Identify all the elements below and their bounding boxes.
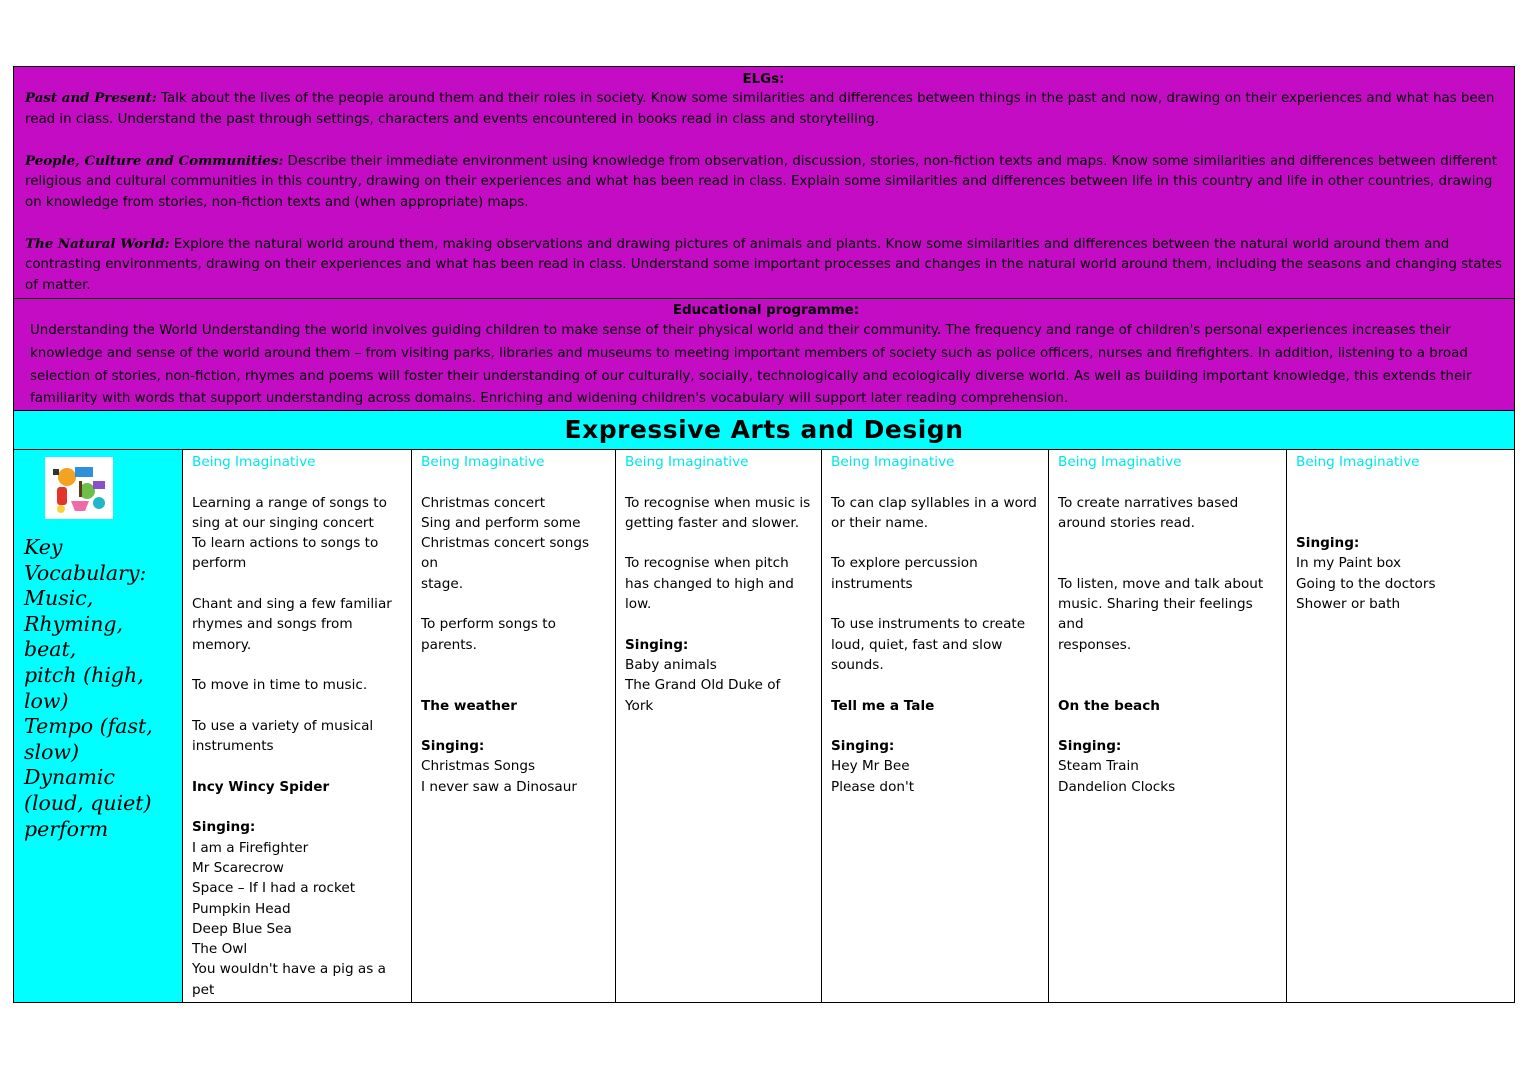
blank-line [1058, 533, 1278, 553]
educational-programme-title: Educational programme: [672, 303, 860, 318]
blank-line [1058, 716, 1278, 736]
subheading: Singing: [1296, 535, 1360, 552]
vocab-line: perform [24, 816, 109, 841]
column-text-line: Christmas Songs [421, 758, 536, 775]
vocab-line: Dynamic [24, 765, 115, 790]
educational-programme-text: Understanding the World Understanding the world involves guiding children to make sense of their physical world and their community. The frequency and range of children's personal experiences increases their knowledge and sense of the world around them – from visiting parks, libraries and museums to meeting important members of society such as police officers, nurses and firefighters. In addition, listening to a broad selection of stories, non-fiction, rhymes and poems will foster their understanding of our culturally, socially, technologically and ecologically diverse world. As well as building important knowledge, this extends their familiarity with words that support understanding across domains. Enriching and widening children's vocabulary will support later reading comprehension. [30, 323, 1472, 407]
column-text-line: perform [192, 555, 247, 572]
column-text-line: To create narratives based [1058, 494, 1239, 511]
blank-line [192, 574, 403, 594]
column-text-line: The Grand Old Duke of [625, 677, 781, 694]
blank-line [421, 716, 607, 736]
vocab-line: slow) [24, 739, 79, 764]
elg-label: Past and Present: [25, 90, 157, 106]
blank-line [625, 614, 813, 634]
subheading: Singing: [1058, 738, 1122, 755]
column-text-line: Baby animals [625, 656, 717, 673]
column-text-line: low. [625, 596, 652, 613]
blank-line [421, 472, 607, 492]
column-text-line: instruments [192, 738, 274, 755]
subheading: On the beach [1058, 697, 1160, 714]
column-heading: Being Imaginative [192, 454, 316, 470]
column-text-line: Dandelion Clocks [1058, 778, 1176, 795]
section-title: Expressive Arts and Design [14, 411, 1514, 450]
column-text-line: sounds. [831, 656, 884, 673]
column-heading: Being Imaginative [1058, 454, 1182, 470]
column-text-line: parents. [421, 636, 477, 653]
subheading: The weather [421, 697, 517, 714]
blank-line [1058, 472, 1278, 492]
column-text-line: Pumpkin Head [192, 900, 291, 917]
term-column-6 [1286, 450, 1513, 1002]
column-text-line: loud, quiet, fast and slow [831, 636, 1003, 653]
planning-document [13, 66, 1515, 1003]
column-text-line: Chant and sing a few familiar [192, 596, 392, 613]
educational-programme-section [14, 299, 1514, 411]
column-text-line: To listen, move and talk about [1058, 575, 1264, 592]
blank-line [1058, 675, 1278, 695]
vocab-line: Vocabulary: [24, 560, 147, 585]
subheading: Tell me a Tale [831, 697, 935, 714]
column-text-line: To recognise when pitch [625, 555, 789, 572]
column-text-line: sing at our singing concert [192, 514, 374, 531]
column-text-line: responses. [1058, 636, 1132, 653]
column-text-line: Space – If I had a rocket [192, 880, 356, 897]
column-text-line: I never saw a Dinosaur [421, 778, 577, 795]
column-text-line: Shower or bath [1296, 596, 1401, 613]
elg-text: Talk about the lives of the people around them and their roles in society. Know some similarities and differences between things in the past and now, drawing on their experiences and what has been read in class. Understand the past through settings, characters and events encountered in books read in class and storytelling. [25, 91, 1495, 127]
elg-past-and-present [25, 88, 1502, 130]
column-text-line: To use a variety of musical [192, 717, 374, 734]
column-heading: Being Imaginative [421, 454, 545, 470]
elg-natural-world [25, 234, 1502, 297]
vocab-line: (loud, quiet) [24, 790, 152, 815]
column-text-line: or their name. [831, 514, 929, 531]
column-text-line: In my Paint box [1296, 555, 1402, 572]
column-text-line: has changed to high and [625, 575, 794, 592]
blank-line [831, 594, 1040, 614]
column-text-line: Please don't [831, 778, 915, 795]
subheading: Singing: [421, 738, 485, 755]
column-text-line: stage. [421, 575, 464, 592]
blank-line [421, 675, 607, 695]
column-text-line: You wouldn't have a pig as a [192, 961, 386, 978]
column-text-line: Steam Train [1058, 758, 1139, 775]
blank-line [625, 472, 813, 492]
blank-line [421, 655, 607, 675]
term-column-3 [615, 450, 821, 1002]
elgs-section [14, 67, 1514, 299]
elg-label: The Natural World: [25, 235, 170, 252]
vocab-line: Tempo (fast, [24, 714, 153, 739]
vocab-line: Music, [24, 586, 94, 611]
column-text-line: Christmas concert songs on [421, 535, 590, 572]
column-text-line: The Owl [192, 941, 248, 958]
term-column-2 [411, 450, 615, 1002]
subheading: Singing: [625, 636, 689, 653]
blank-line [831, 533, 1040, 553]
column-text-line: instruments [831, 575, 913, 592]
elg-people-culture [25, 151, 1502, 214]
blank-line [1058, 655, 1278, 675]
blank-line [625, 533, 813, 553]
elgs-title: ELGs: [742, 72, 785, 87]
blank-line [192, 655, 403, 675]
column-text-line: Hey Mr Bee [831, 758, 910, 775]
term-column-4 [821, 450, 1048, 1002]
vocab-line: Key [24, 535, 63, 559]
subheading: Singing: [192, 819, 256, 836]
column-text-line: To learn actions to songs to [192, 535, 379, 552]
subheading: Singing: [831, 738, 895, 755]
column-text-line: To explore percussion [831, 555, 978, 572]
blank-line [1296, 472, 1505, 492]
blank-line [1296, 513, 1505, 533]
column-text-line: rhymes and songs from [192, 616, 353, 633]
column-text-line: around stories read. [1058, 514, 1195, 531]
column-text-line: Deep Blue Sea [192, 920, 292, 937]
blank-line [192, 797, 403, 817]
column-text-line: Christmas concert [421, 494, 546, 511]
column-text-line: Sing and perform some [421, 514, 581, 531]
column-text-line: To perform songs to [421, 616, 556, 633]
column-heading: Being Imaginative [625, 454, 749, 470]
subheading: Incy Wincy Spider [192, 778, 330, 795]
elg-label: People, Culture and Communities: [25, 152, 284, 169]
vocab-line: low) [24, 688, 69, 713]
column-text-line: Mr Scarecrow [192, 859, 284, 876]
blank-line [1296, 493, 1505, 513]
blank-line [1058, 553, 1278, 573]
blank-line [831, 675, 1040, 695]
column-text-line: Learning a range of songs to [192, 494, 387, 511]
column-heading: Being Imaginative [1296, 454, 1420, 470]
term-column-1 [182, 450, 411, 1002]
column-text-line: To recognise when music is [625, 494, 811, 511]
column-text-line: York [625, 697, 654, 714]
blank-line [192, 472, 403, 492]
column-text-line: To can clap syllables in a word [831, 494, 1037, 511]
elg-text: Describe their immediate environment using knowledge from observation, discussion, stories, non-fiction texts and maps. Know some similarities and differences between different religious and cultural communities in this country, drawing on their experiences and what has been read in class. Explain some similarities and differences between life in this country and life in other countries, drawing on knowledge from stories, non-fiction texts and (when appropriate) maps. [25, 153, 1497, 210]
vocab-line: Rhyming, beat, [24, 611, 124, 662]
column-text-line: music. Sharing their feelings and [1058, 596, 1253, 633]
column-text-line: I am a Firefighter [192, 839, 309, 856]
music-instruments-collage-icon [45, 457, 113, 519]
column-text-line: getting faster and slower. [625, 514, 800, 531]
blank-line [831, 472, 1040, 492]
blank-line [192, 756, 403, 776]
blank-line [831, 716, 1040, 736]
blank-line [192, 696, 403, 716]
key-vocabulary-column [14, 450, 182, 1002]
blank-line [421, 594, 607, 614]
column-text-line: pet [192, 981, 215, 998]
column-heading: Being Imaginative [831, 454, 955, 470]
column-text-line: To use instruments to create [831, 616, 1026, 633]
column-text-line: Going to the doctors [1296, 575, 1436, 592]
elg-text: Explore the natural world around them, making observations and drawing pictures of animals and plants. Know some similarities and differences between the natural world around them and contrasting environments, drawing on their experiences and what has been read in class. Understand some important processes and changes in the natural world around them, including the seasons and changing states of matter. [25, 236, 1502, 293]
key-vocabulary-text [24, 535, 176, 842]
music-collage-svg [45, 457, 113, 519]
column-text-line: memory. [192, 636, 252, 653]
term-grid [14, 450, 1514, 1002]
column-text-line: To move in time to music. [192, 677, 368, 694]
term-column-5 [1048, 450, 1286, 1002]
vocab-line: pitch (high, [24, 662, 144, 687]
